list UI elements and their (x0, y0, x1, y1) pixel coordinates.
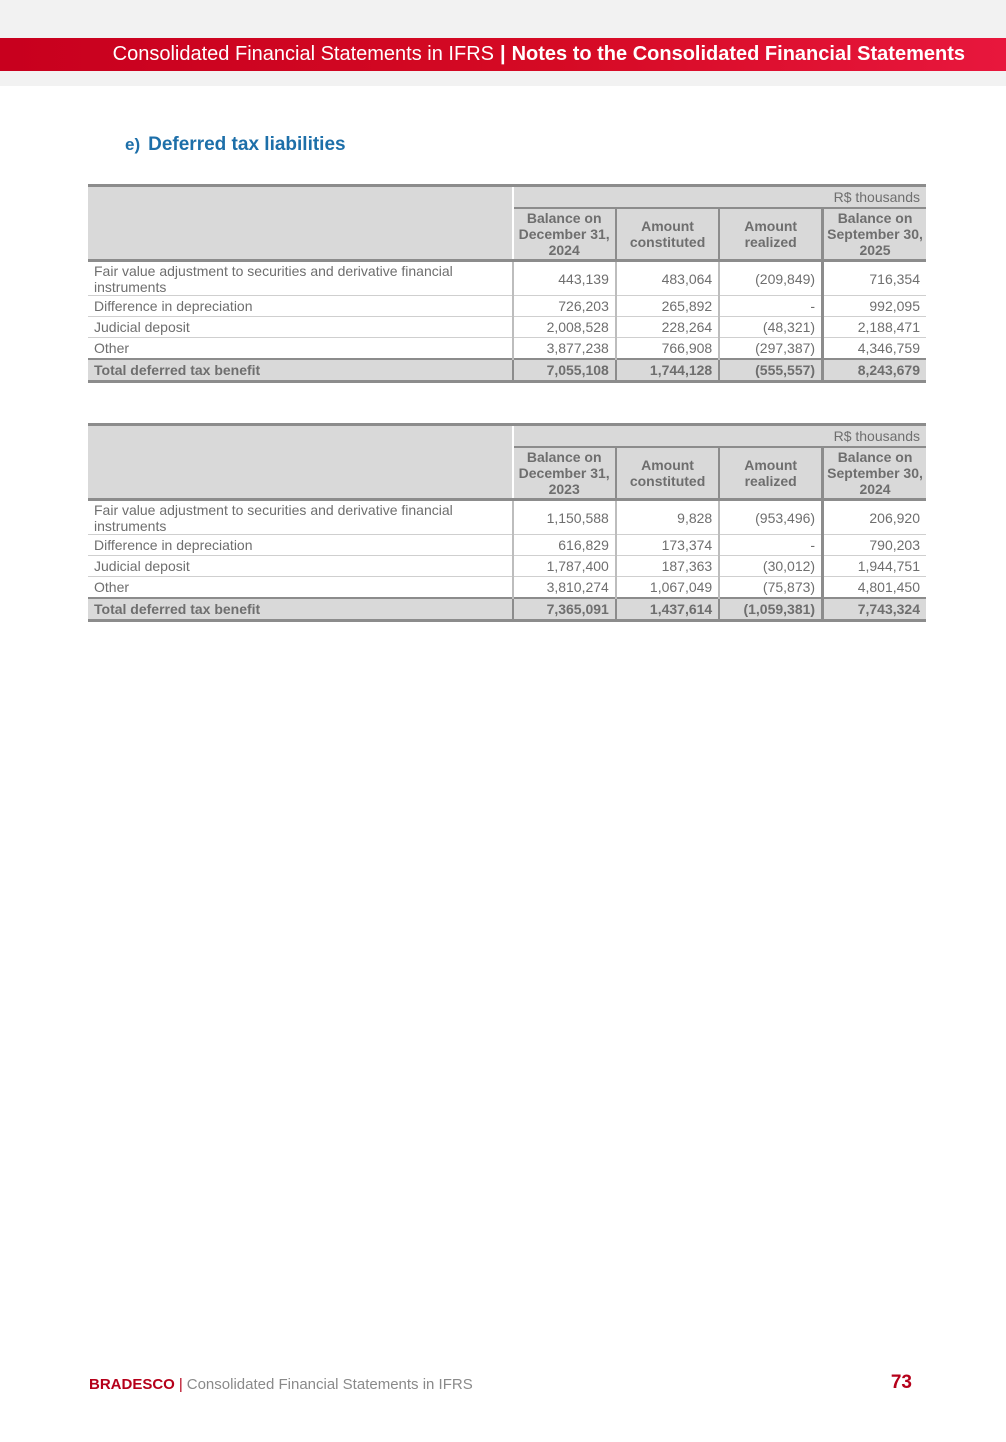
cell-value: (30,012) (719, 556, 822, 577)
row-label: Other (88, 577, 513, 599)
row-label: Fair value adjustment to securities and derivative financial instruments (88, 261, 513, 296)
column-header: Balance on September 30, 2024 (823, 447, 926, 500)
page-number: 73 (890, 1372, 912, 1393)
total-value: (1,059,381) (719, 598, 822, 621)
cell-value: (953,496) (719, 500, 822, 535)
table-row (88, 500, 926, 535)
column-header: Amount realized (719, 447, 822, 500)
cell-value: 9,828 (616, 500, 719, 535)
table-row (88, 556, 926, 577)
header-blank-cell (88, 425, 513, 500)
header-title-regular: Consolidated Financial Statements in IFRS (112, 43, 494, 65)
cell-value: 3,810,274 (513, 577, 616, 599)
footer-brand: BRADESCO (89, 1376, 175, 1393)
total-value: 8,243,679 (823, 359, 926, 382)
header-separator: | (499, 43, 506, 65)
deferred-tax-table-2024 (88, 423, 926, 622)
cell-value: 483,064 (616, 261, 719, 296)
cell-value: 766,908 (616, 338, 719, 360)
cell-value: 2,188,471 (823, 317, 926, 338)
table-row (88, 577, 926, 599)
cell-value: 265,892 (616, 296, 719, 317)
section-letter: e) (125, 135, 141, 154)
unit-label: R$ thousands (513, 425, 927, 448)
total-value: (555,557) (719, 359, 822, 382)
total-value: 7,365,091 (513, 598, 616, 621)
cell-value: (75,873) (719, 577, 822, 599)
cell-value: 616,829 (513, 535, 616, 556)
total-value: 1,437,614 (616, 598, 719, 621)
cell-value: 206,920 (823, 500, 926, 535)
footer-separator: | (178, 1376, 183, 1393)
total-value: 1,744,128 (616, 359, 719, 382)
row-label: Other (88, 338, 513, 360)
row-label: Difference in depreciation (88, 535, 513, 556)
cell-value: 1,944,751 (823, 556, 926, 577)
cell-value: 1,067,049 (616, 577, 719, 599)
cell-value: 992,095 (823, 296, 926, 317)
page-header-banner (0, 38, 1006, 71)
cell-value: 1,150,588 (513, 500, 616, 535)
column-header: Balance on September 30, 2025 (823, 208, 926, 261)
cell-value: 726,203 (513, 296, 616, 317)
cell-value: 790,203 (823, 535, 926, 556)
cell-value: 2,008,528 (513, 317, 616, 338)
total-label: Total deferred tax benefit (88, 359, 513, 382)
cell-value: 3,877,238 (513, 338, 616, 360)
cell-value: - (719, 535, 822, 556)
cell-value: (48,321) (719, 317, 822, 338)
table-row (88, 317, 926, 338)
cell-value: 443,139 (513, 261, 616, 296)
table-row (88, 296, 926, 317)
section-title: Deferred tax liabilities (148, 134, 346, 155)
total-value: 7,743,324 (823, 598, 926, 621)
column-header: Amount constituted (616, 208, 719, 261)
cell-value: (297,387) (719, 338, 822, 360)
cell-value: (209,849) (719, 261, 822, 296)
cell-value: - (719, 296, 822, 317)
table-row (88, 261, 926, 296)
row-label: Judicial deposit (88, 556, 513, 577)
footer-text: Consolidated Financial Statements in IFRS (186, 1376, 473, 1393)
section-heading (125, 134, 346, 156)
column-header: Balance on December 31, 2024 (513, 208, 616, 261)
total-value: 7,055,108 (513, 359, 616, 382)
header-blank-cell (88, 186, 513, 261)
column-header: Balance on December 31, 2023 (513, 447, 616, 500)
row-label: Difference in depreciation (88, 296, 513, 317)
cell-value: 173,374 (616, 535, 719, 556)
column-header: Amount realized (719, 208, 822, 261)
column-header: Amount constituted (616, 447, 719, 500)
row-label: Fair value adjustment to securities and derivative financial instruments (88, 500, 513, 535)
cell-value: 4,346,759 (823, 338, 926, 360)
deferred-tax-table-2025 (88, 184, 926, 383)
total-row (88, 598, 926, 621)
table-row (88, 535, 926, 556)
cell-value: 228,264 (616, 317, 719, 338)
cell-value: 1,787,400 (513, 556, 616, 577)
unit-label: R$ thousands (513, 186, 927, 209)
row-label: Judicial deposit (88, 317, 513, 338)
cell-value: 716,354 (823, 261, 926, 296)
cell-value: 187,363 (616, 556, 719, 577)
table-row (88, 338, 926, 360)
total-row (88, 359, 926, 382)
header-title-bold: Notes to the Consolidated Financial Statements (511, 43, 965, 65)
page-footer (89, 1376, 473, 1393)
cell-value: 4,801,450 (823, 577, 926, 599)
total-label: Total deferred tax benefit (88, 598, 513, 621)
